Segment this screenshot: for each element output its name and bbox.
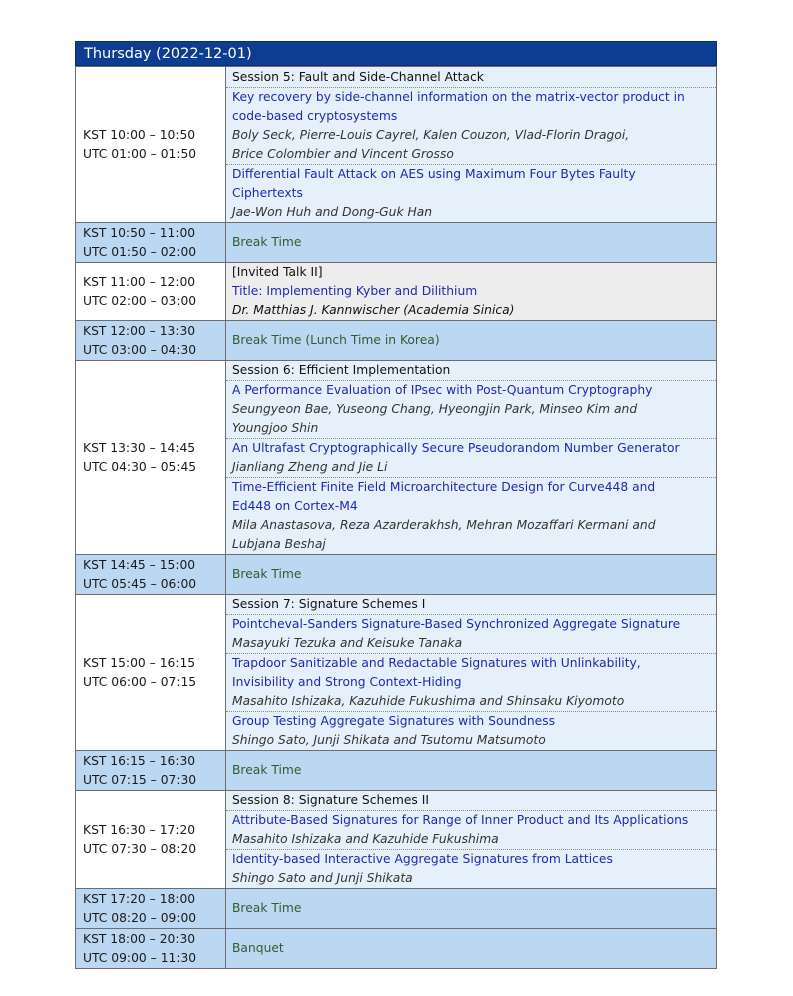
paper-title-line: Trapdoor Sanitizable and Redactable Signatures with Unlinkability, bbox=[232, 656, 641, 670]
session-title: Session 5: Fault and Side-Channel Attack bbox=[232, 69, 484, 84]
paper-title-line: Ciphertexts bbox=[232, 185, 303, 200]
paper-authors-line: Seungyeon Bae, Yuseong Chang, Hyeongjin Park, Minseo Kim and bbox=[232, 402, 638, 416]
content-cell bbox=[226, 223, 717, 263]
time-utc: UTC 06:00 – 07:15 bbox=[83, 674, 197, 689]
paper-entry bbox=[226, 810, 716, 849]
time-cell bbox=[76, 929, 226, 969]
break-row bbox=[76, 223, 717, 263]
content-cell bbox=[226, 361, 717, 555]
time-utc: UTC 07:15 – 07:30 bbox=[83, 772, 197, 787]
content-cell bbox=[226, 791, 717, 889]
break-label: Break Time bbox=[232, 567, 302, 581]
content-cell bbox=[226, 751, 717, 791]
session-title: Session 7: Signature Schemes I bbox=[232, 597, 426, 611]
time-kst: KST 10:00 – 10:50 bbox=[83, 127, 196, 142]
paper-entry bbox=[226, 380, 716, 438]
break-row bbox=[76, 555, 717, 595]
time-utc: UTC 07:30 – 08:20 bbox=[83, 841, 197, 856]
time-utc: UTC 09:00 – 11:30 bbox=[83, 950, 197, 965]
invited-talk-title: Title: Implementing Kyber and Dilithium bbox=[232, 284, 478, 298]
paper-title-line: Group Testing Aggregate Signatures with Soundness bbox=[232, 714, 556, 728]
time-cell bbox=[76, 889, 226, 929]
content-cell bbox=[226, 321, 717, 361]
paper-authors-line: Shingo Sato and Junji Shikata bbox=[232, 871, 413, 885]
time-cell bbox=[76, 555, 226, 595]
paper-authors-line: Masahito Ishizaka, Kazuhide Fukushima and Shinsaku Kiyomoto bbox=[232, 694, 625, 708]
paper-authors-line: Boly Seck, Pierre-Louis Cayrel, Kalen Couzon, Vlad-Florin Dragoi, bbox=[232, 127, 630, 142]
paper-title-line: Time-Efficient Finite Field Microarchitecture Design for Curve448 and bbox=[232, 480, 656, 494]
break-label: Banquet bbox=[232, 941, 284, 955]
break-row bbox=[76, 929, 717, 969]
content-cell bbox=[226, 555, 717, 595]
paper-authors-line: Mila Anastasova, Reza Azarderakhsh, Mehran Mozaffari Kermani and bbox=[232, 518, 656, 532]
time-kst: KST 16:30 – 17:20 bbox=[83, 822, 196, 837]
paper-entry bbox=[226, 711, 716, 750]
day-header: Thursday (2022-12-01) bbox=[75, 41, 717, 66]
time-cell bbox=[76, 791, 226, 889]
paper-authors-line: Jae-Won Huh and Dong-Guk Han bbox=[232, 204, 433, 219]
paper-entry bbox=[226, 653, 716, 711]
paper-title-line: A Performance Evaluation of IPsec with Post-Quantum Cryptography bbox=[232, 383, 653, 397]
time-cell bbox=[76, 751, 226, 791]
time-cell bbox=[76, 595, 226, 751]
time-cell bbox=[76, 321, 226, 361]
time-cell bbox=[76, 223, 226, 263]
break-label: Break Time bbox=[232, 235, 302, 249]
break-row bbox=[76, 889, 717, 929]
time-utc: UTC 01:00 – 01:50 bbox=[83, 146, 197, 161]
paper-authors-line: Shingo Sato, Junji Shikata and Tsutomu Matsumoto bbox=[232, 733, 546, 747]
paper-authors-line: Youngjoo Shin bbox=[232, 421, 319, 435]
paper-title-line: Ed448 on Cortex-M4 bbox=[232, 499, 358, 513]
time-kst: KST 11:00 – 12:00 bbox=[83, 274, 196, 289]
content-cell bbox=[226, 929, 717, 969]
time-cell bbox=[76, 263, 226, 321]
paper-authors-line: Masahito Ishizaka and Kazuhide Fukushima bbox=[232, 832, 499, 846]
time-kst: KST 10:50 – 11:00 bbox=[83, 225, 196, 240]
time-utc: UTC 08:20 – 09:00 bbox=[83, 910, 197, 925]
paper-title-line: An Ultrafast Cryptographically Secure Pseudorandom Number Generator bbox=[232, 441, 680, 455]
schedule bbox=[75, 41, 717, 969]
time-cell bbox=[76, 361, 226, 555]
session-title: Session 6: Efficient Implementation bbox=[232, 363, 451, 377]
paper-entry bbox=[226, 438, 716, 477]
time-utc: UTC 02:00 – 03:00 bbox=[83, 293, 197, 308]
time-utc: UTC 04:30 – 05:45 bbox=[83, 459, 197, 474]
break-label: Break Time (Lunch Time in Korea) bbox=[232, 333, 440, 347]
time-kst: KST 17:20 – 18:00 bbox=[83, 891, 196, 906]
paper-authors-line: Masayuki Tezuka and Keisuke Tanaka bbox=[232, 636, 463, 650]
session-row bbox=[76, 595, 717, 751]
time-utc: UTC 05:45 – 06:00 bbox=[83, 576, 197, 591]
content-cell bbox=[226, 595, 717, 751]
time-kst: KST 14:45 – 15:00 bbox=[83, 557, 196, 572]
invited-heading: [Invited Talk II] bbox=[232, 265, 323, 279]
session-title: Session 8: Signature Schemes II bbox=[232, 793, 429, 807]
paper-title-line: Key recovery by side-channel information on the matrix-vector product in bbox=[232, 89, 685, 104]
break-row bbox=[76, 321, 717, 361]
paper-title-line: Differential Fault Attack on AES using Maximum Four Bytes Faulty bbox=[232, 166, 636, 181]
paper-authors-line: Jianliang Zheng and Jie Li bbox=[232, 460, 388, 474]
paper-authors-line: Brice Colombier and Vincent Grosso bbox=[232, 146, 454, 161]
schedule-table bbox=[75, 66, 717, 969]
paper-entry bbox=[226, 477, 716, 554]
paper-entry bbox=[226, 87, 716, 164]
time-utc: UTC 01:50 – 02:00 bbox=[83, 244, 197, 259]
break-label: Break Time bbox=[232, 901, 302, 915]
time-kst: KST 15:00 – 16:15 bbox=[83, 655, 196, 670]
content-cell bbox=[226, 67, 717, 223]
time-kst: KST 12:00 – 13:30 bbox=[83, 323, 196, 338]
paper-title-line: Identity-based Interactive Aggregate Signatures from Lattices bbox=[232, 852, 613, 866]
break-row bbox=[76, 751, 717, 791]
paper-entry bbox=[226, 164, 716, 222]
time-kst: KST 16:15 – 16:30 bbox=[83, 753, 196, 768]
paper-title-line: code-based cryptosystems bbox=[232, 108, 398, 123]
content-cell bbox=[226, 263, 717, 321]
time-utc: UTC 03:00 – 04:30 bbox=[83, 342, 197, 357]
content-cell bbox=[226, 889, 717, 929]
session-row bbox=[76, 791, 717, 889]
paper-title-line: Attribute-Based Signatures for Range of Inner Product and Its Applications bbox=[232, 813, 689, 827]
time-cell bbox=[76, 67, 226, 223]
invited-row bbox=[76, 263, 717, 321]
time-kst: KST 18:00 – 20:30 bbox=[83, 931, 196, 946]
paper-authors-line: Lubjana Beshaj bbox=[232, 537, 326, 551]
paper-entry bbox=[226, 614, 716, 653]
session-row bbox=[76, 361, 717, 555]
paper-title-line: Pointcheval-Sanders Signature-Based Synchronized Aggregate Signature bbox=[232, 617, 681, 631]
schedule-body bbox=[76, 67, 717, 969]
paper-title-line: Invisibility and Strong Context-Hiding bbox=[232, 675, 462, 689]
time-kst: KST 13:30 – 14:45 bbox=[83, 440, 196, 455]
invited-speaker: Dr. Matthias J. Kannwischer (Academia Sinica) bbox=[232, 303, 515, 317]
session-row bbox=[76, 67, 717, 223]
break-label: Break Time bbox=[232, 763, 302, 777]
paper-entry bbox=[226, 849, 716, 888]
